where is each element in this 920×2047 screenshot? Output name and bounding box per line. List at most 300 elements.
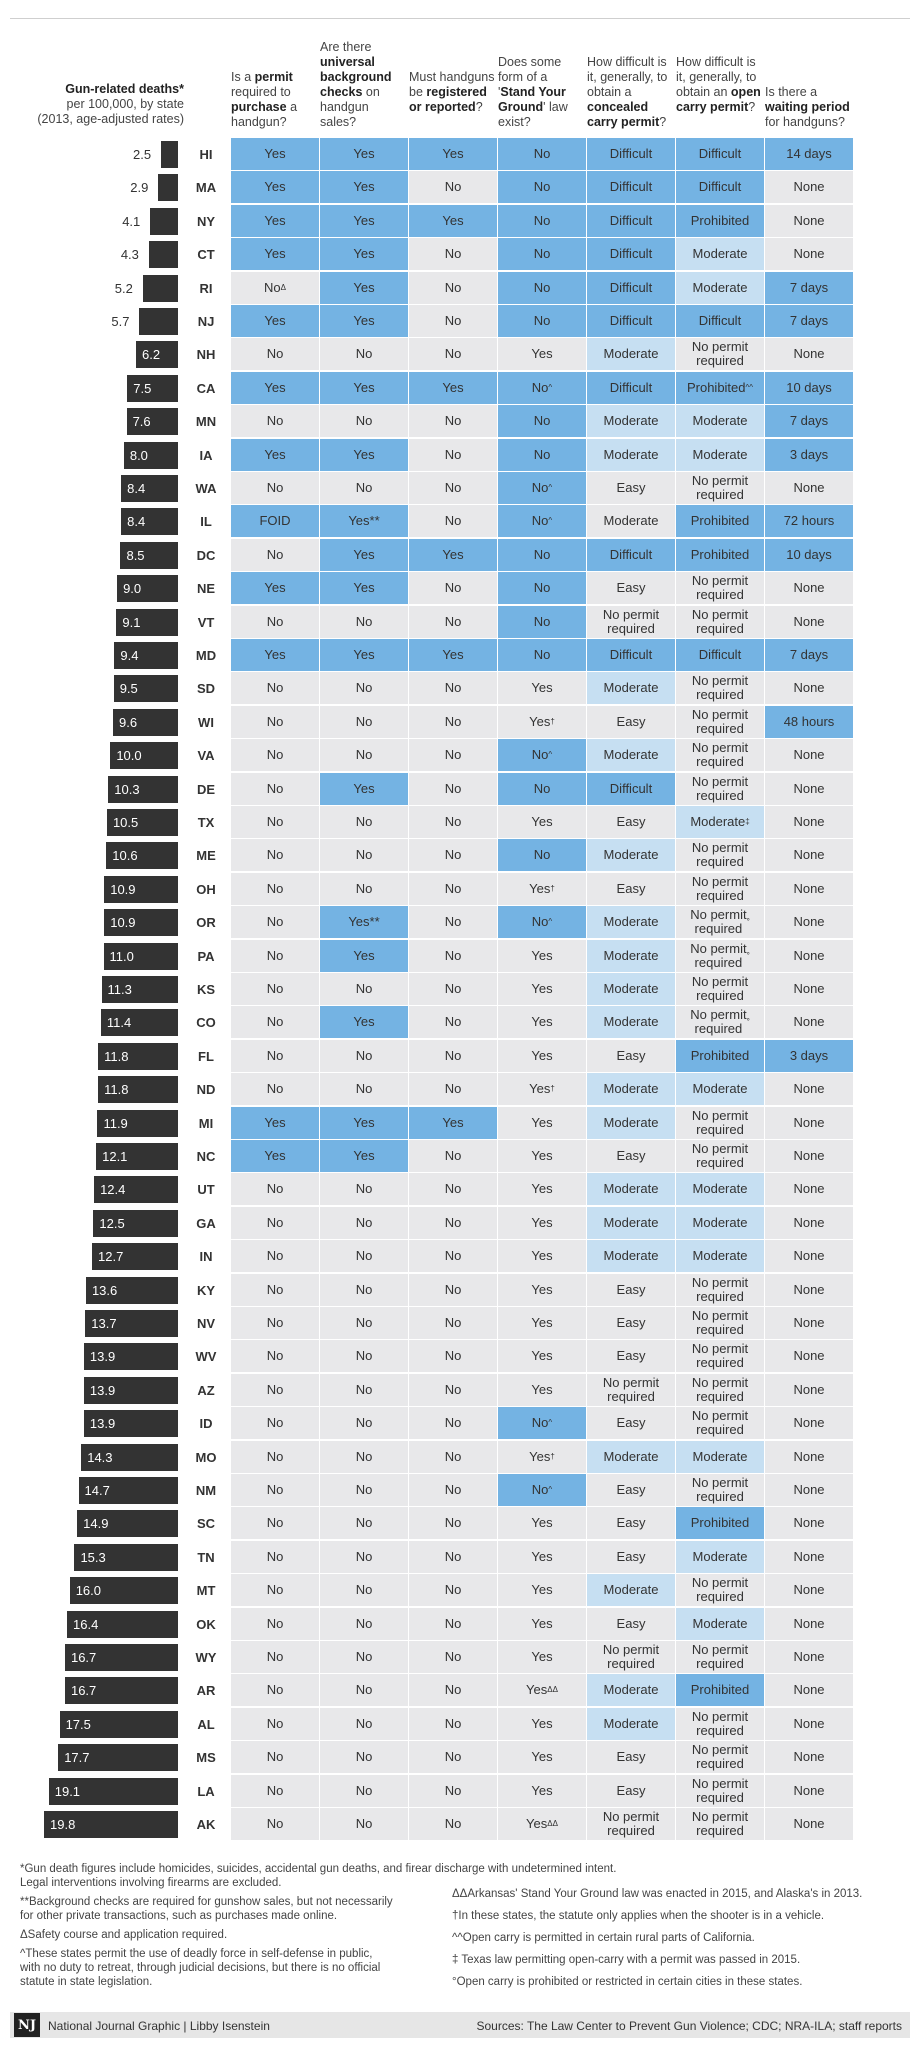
state-code: NH xyxy=(196,347,216,363)
table-cell: FOID xyxy=(231,505,319,537)
table-row xyxy=(0,706,920,739)
table-cell: No xyxy=(231,1708,319,1740)
state-code: AZ xyxy=(197,1382,215,1398)
column-header-1-mid: required to xyxy=(231,85,291,99)
table-cell: No permit required xyxy=(587,1808,675,1840)
table-cell: None xyxy=(765,1374,853,1406)
table-cell: Moderate xyxy=(587,505,675,537)
state-code: DC xyxy=(196,547,216,563)
column-header-6 xyxy=(676,55,762,115)
table-cell: No xyxy=(409,305,497,337)
table-cell: Difficult xyxy=(676,138,764,170)
table-cell: No xyxy=(320,1708,408,1740)
state-code: TX xyxy=(197,815,215,830)
table-row xyxy=(0,1708,920,1741)
table-cell: Moderate xyxy=(587,405,675,437)
table-cell: Yes xyxy=(320,305,408,337)
table-cell: Yes xyxy=(320,773,408,805)
death-rate-value: 10.5 xyxy=(112,815,139,830)
death-rate-value: 13.6 xyxy=(91,1282,118,1298)
table-cell: Yes xyxy=(498,1541,586,1573)
table-row xyxy=(0,1374,920,1407)
death-rate-value: 11.9 xyxy=(103,1115,128,1131)
table-cell: None xyxy=(765,672,853,704)
table-cell: 10 days xyxy=(765,539,853,571)
column-header-3 xyxy=(409,70,495,115)
column-header-1 xyxy=(231,70,317,130)
table-cell: No xyxy=(409,672,497,704)
table-cell: Moderate xyxy=(587,739,675,771)
table-cell: No permit required ° xyxy=(676,906,764,938)
table-cell: No xyxy=(320,1641,408,1673)
table-row xyxy=(0,1608,920,1641)
column-header-4-mid: ' law exist? xyxy=(498,100,568,129)
table-cell: No xyxy=(231,1775,319,1807)
table-cell: No xyxy=(231,1307,319,1339)
death-rate-value: 19.8 xyxy=(50,1817,76,1832)
table-cell: No xyxy=(409,1040,497,1072)
table-row xyxy=(0,1240,920,1273)
table-cell: Difficult xyxy=(587,539,675,571)
table-cell: No xyxy=(409,1708,497,1740)
table-cell: No xyxy=(498,773,586,805)
table-cell: Yes xyxy=(320,639,408,671)
table-cell: No xyxy=(231,1507,319,1539)
column-header-7-pre: Is there a xyxy=(765,85,818,99)
table-cell: Easy xyxy=(587,806,675,838)
table-cell: No xyxy=(231,1073,319,1105)
state-code: MI xyxy=(198,1115,214,1131)
death-rate-value: 12.4 xyxy=(100,1182,126,1198)
table-cell: Yes xyxy=(320,138,408,170)
table-row xyxy=(0,1808,920,1841)
state-code: DE xyxy=(196,781,216,797)
table-cell: Yes xyxy=(231,639,319,671)
table-cell: Yes xyxy=(320,238,408,270)
footnote-right: †In these states, the statute only applies when the shooter is in a vehicle. xyxy=(452,1910,825,1922)
table-cell: Yes xyxy=(409,1107,497,1139)
state-code: WA xyxy=(195,481,217,496)
table-cell: No xyxy=(409,873,497,905)
state-code: WV xyxy=(195,1349,217,1365)
table-cell: None xyxy=(765,1741,853,1773)
table-cell: Yes xyxy=(498,940,586,972)
table-cell: No xyxy=(231,1541,319,1573)
table-cell: No xyxy=(498,305,586,337)
footnote-right: ‡ Texas law permitting open-carry with a permit was passed in 2015. xyxy=(452,1954,801,1966)
table-row xyxy=(0,1173,920,1206)
table-cell: Moderate xyxy=(676,1073,764,1105)
table-cell: No xyxy=(231,1374,319,1406)
table-cell: Yes xyxy=(231,1140,319,1172)
table-cell: 3 days xyxy=(765,439,853,471)
table-row xyxy=(0,472,920,505)
column-header-2 xyxy=(320,40,406,130)
table-cell: Yes ΔΔ xyxy=(498,1674,586,1706)
table-cell: Easy xyxy=(587,1775,675,1807)
state-code: SC xyxy=(196,1516,216,1532)
table-cell: No xyxy=(409,405,497,437)
table-cell: Yes xyxy=(320,940,408,972)
table-cell: Yes xyxy=(320,439,408,471)
table-cell: No xyxy=(498,839,586,871)
state-code: TN xyxy=(197,1549,215,1565)
footnote-left: with no duty to retreat, through judicial decisions, but there is no official xyxy=(20,1962,381,1974)
column-header-4-pre: Does some form of a ' xyxy=(498,55,562,99)
table-cell: None xyxy=(765,739,853,771)
table-cell: No permit required xyxy=(676,1474,764,1506)
table-cell: Yes † xyxy=(498,873,586,905)
table-row xyxy=(0,171,920,204)
table-cell: No xyxy=(231,839,319,871)
table-cell: No xyxy=(409,1574,497,1606)
table-cell: Yes xyxy=(498,1307,586,1339)
table-cell: No xyxy=(320,1307,408,1339)
table-cell: No ^ xyxy=(498,739,586,771)
table-cell: No xyxy=(320,1674,408,1706)
table-cell: No xyxy=(498,606,586,638)
table-cell: No xyxy=(409,472,497,504)
table-cell: Moderate xyxy=(587,1006,675,1038)
table-cell: No xyxy=(409,338,497,370)
death-rate-value: 13.9 xyxy=(89,1349,116,1365)
death-rate-value: 11.3 xyxy=(107,982,132,997)
death-rate-value: 13.7 xyxy=(91,1316,117,1331)
table-cell: Yes xyxy=(498,1708,586,1740)
table-cell: Moderate xyxy=(587,1574,675,1606)
table-cell: Yes xyxy=(231,439,319,471)
table-cell: No xyxy=(409,806,497,838)
death-rate-value: 13.9 xyxy=(89,1416,116,1432)
table-cell: Yes xyxy=(498,1274,586,1306)
table-cell: No xyxy=(409,1340,497,1372)
table-cell: None xyxy=(765,1340,853,1372)
table-cell: No xyxy=(409,973,497,1005)
table-cell: Difficult xyxy=(587,171,675,203)
table-row xyxy=(0,1207,920,1240)
table-cell: No Δ xyxy=(231,272,319,304)
table-cell: No ^ xyxy=(498,1407,586,1439)
table-row xyxy=(0,940,920,973)
death-rate-value: 10.6 xyxy=(112,848,138,864)
table-cell: Yes xyxy=(320,372,408,404)
table-row xyxy=(0,272,920,305)
table-cell: None xyxy=(765,606,853,638)
table-cell: No xyxy=(231,1240,319,1272)
table-cell: Moderate xyxy=(676,1240,764,1272)
state-code: RI xyxy=(199,280,213,296)
table-cell: Yes xyxy=(320,572,408,604)
table-cell: None xyxy=(765,171,853,203)
table-cell: No xyxy=(409,1274,497,1306)
table-cell: Yes** xyxy=(320,505,408,537)
table-cell: Difficult xyxy=(676,305,764,337)
table-row xyxy=(0,1073,920,1106)
table-cell: Yes xyxy=(498,1741,586,1773)
table-cell: Moderate xyxy=(676,405,764,437)
table-cell: Yes xyxy=(498,1207,586,1239)
footnote-left: **Background checks are required for gunshow sales, but not necessarily xyxy=(20,1896,393,1908)
table-cell: No xyxy=(498,572,586,604)
table-cell: None xyxy=(765,238,853,270)
table-row xyxy=(0,639,920,672)
table-cell: Difficult xyxy=(587,205,675,237)
table-cell: No xyxy=(409,1808,497,1840)
table-cell: None xyxy=(765,1507,853,1539)
table-cell: Yes xyxy=(498,1507,586,1539)
table-cell: No xyxy=(498,138,586,170)
state-code: CO xyxy=(196,1015,216,1031)
table-row xyxy=(0,1040,920,1073)
state-code: VA xyxy=(197,748,215,764)
table-cell: No permit required ° xyxy=(676,940,764,972)
table-cell: No permit required xyxy=(676,1407,764,1439)
state-code: WI xyxy=(198,714,214,730)
table-row xyxy=(0,572,920,605)
death-rate-bar xyxy=(150,208,178,235)
table-cell: None xyxy=(765,1541,853,1573)
table-cell: Easy xyxy=(587,572,675,604)
state-code: NM xyxy=(195,1483,217,1498)
state-code: OH xyxy=(196,881,216,897)
death-rate-value: 9.5 xyxy=(119,681,138,697)
table-cell: Prohibited xyxy=(676,1507,764,1539)
table-cell: None xyxy=(765,1006,853,1038)
death-rate-value: 8.5 xyxy=(126,547,145,563)
table-cell: Yes xyxy=(409,138,497,170)
table-row xyxy=(0,973,920,1006)
table-row xyxy=(0,1474,920,1507)
table-cell: Moderate xyxy=(676,439,764,471)
table-cell: Difficult xyxy=(676,639,764,671)
state-code: IL xyxy=(200,514,212,530)
table-cell: No xyxy=(231,472,319,504)
column-header-1-bold2: purchase xyxy=(231,100,287,114)
table-cell: Yes xyxy=(498,1140,586,1172)
death-rate-bar xyxy=(158,174,178,201)
table-cell: No permit required xyxy=(676,839,764,871)
column-header-3-bold: registered or reported xyxy=(409,85,487,114)
table-cell: No xyxy=(498,539,586,571)
table-cell: 48 hours xyxy=(765,706,853,738)
death-rate-value: 8.4 xyxy=(127,481,146,496)
table-cell: Easy xyxy=(587,873,675,905)
column-header-2-mid: on handgun sales? xyxy=(320,85,380,129)
table-cell: No permit required xyxy=(676,572,764,604)
column-header-5 xyxy=(587,55,673,130)
table-row xyxy=(0,238,920,271)
state-code: NV xyxy=(196,1316,216,1331)
death-rate-value: 4.1 xyxy=(122,213,141,229)
table-cell: No xyxy=(320,1474,408,1506)
table-cell: No permit required xyxy=(676,672,764,704)
table-cell: None xyxy=(765,1641,853,1673)
table-cell: No xyxy=(231,706,319,738)
table-row xyxy=(0,839,920,872)
table-cell: No xyxy=(320,1775,408,1807)
death-rate-value: 19.1 xyxy=(54,1783,81,1799)
table-cell: No permit required xyxy=(676,1574,764,1606)
death-rate-value: 12.7 xyxy=(98,1249,124,1265)
table-row xyxy=(0,1006,920,1039)
table-cell: Yes xyxy=(409,539,497,571)
table-cell: Yes xyxy=(320,1006,408,1038)
table-cell: Yes** xyxy=(320,906,408,938)
state-code: AL xyxy=(197,1716,215,1732)
table-cell: No xyxy=(320,706,408,738)
table-cell: None xyxy=(765,205,853,237)
table-cell: No permit required xyxy=(676,1775,764,1807)
footnote-left: Legal interventions involving firearms are excluded. xyxy=(20,1877,282,1889)
state-code: NY xyxy=(196,213,216,229)
table-cell: Yes xyxy=(498,338,586,370)
table-cell: No permit required xyxy=(676,706,764,738)
table-cell: Difficult xyxy=(587,138,675,170)
state-code: FL xyxy=(198,1048,214,1064)
table-cell: No xyxy=(320,973,408,1005)
table-cell: Yes † xyxy=(498,706,586,738)
table-cell: Yes xyxy=(320,205,408,237)
table-cell: No xyxy=(320,1374,408,1406)
state-code: AK xyxy=(196,1817,216,1832)
table-cell: No permit required xyxy=(676,739,764,771)
table-cell: No xyxy=(320,472,408,504)
table-cell: Yes xyxy=(231,305,319,337)
table-cell: Easy xyxy=(587,706,675,738)
table-cell: Difficult xyxy=(587,639,675,671)
footnote-left: statute in state legislation. xyxy=(20,1976,153,1988)
death-rate-value: 11.8 xyxy=(104,1048,129,1064)
state-code: CT xyxy=(197,247,215,263)
table-cell: No ^ xyxy=(498,472,586,504)
footnote-right: ΔΔArkansas' Stand Your Ground law was enacted in 2015, and Alaska's in 2013. xyxy=(452,1888,863,1900)
table-row xyxy=(0,205,920,238)
column-header-1-post: a handgun? xyxy=(231,100,298,129)
table-cell: No xyxy=(409,439,497,471)
column-header-1-pre: Is a xyxy=(231,70,255,84)
table-cell: Moderate xyxy=(587,839,675,871)
death-rate-value: 11.8 xyxy=(104,1082,129,1098)
table-cell: No xyxy=(498,205,586,237)
table-cell: None xyxy=(765,806,853,838)
table-cell: None xyxy=(765,906,853,938)
table-cell: No xyxy=(409,1173,497,1205)
table-cell: Moderate xyxy=(587,1207,675,1239)
table-cell: None xyxy=(765,572,853,604)
table-cell: No ^ xyxy=(498,372,586,404)
table-cell: No xyxy=(320,672,408,704)
state-code: ME xyxy=(196,848,216,864)
table-cell: No xyxy=(409,839,497,871)
death-rate-value: 13.9 xyxy=(89,1382,116,1398)
death-rate-value: 6.2 xyxy=(142,347,161,363)
table-cell: No xyxy=(231,1207,319,1239)
table-cell: Yes xyxy=(498,1775,586,1807)
table-cell: Yes xyxy=(320,1107,408,1139)
table-cell: No xyxy=(231,873,319,905)
table-cell: No permit required xyxy=(676,1708,764,1740)
table-cell: No xyxy=(231,405,319,437)
table-cell: No xyxy=(231,1474,319,1506)
table-cell: 72 hours xyxy=(765,505,853,537)
table-cell: Moderate xyxy=(587,1441,675,1473)
table-cell: No xyxy=(231,1340,319,1372)
table-cell: 7 days xyxy=(765,639,853,671)
table-cell: No xyxy=(409,706,497,738)
table-cell: None xyxy=(765,1441,853,1473)
state-code: MS xyxy=(196,1750,216,1766)
table-cell: No xyxy=(231,1407,319,1439)
death-rate-value: 16.7 xyxy=(70,1650,97,1665)
table-cell: Prohibited xyxy=(676,205,764,237)
death-rate-value: 12.1 xyxy=(102,1149,128,1164)
credit-line: National Journal Graphic | Libby Isenstein xyxy=(48,2019,270,2033)
death-rate-value: 7.5 xyxy=(133,380,152,396)
table-cell: Yes xyxy=(498,1240,586,1272)
column-header-6-bold: open carry permit xyxy=(676,85,761,114)
table-cell: No xyxy=(409,1608,497,1640)
death-rate-value: 5.2 xyxy=(114,280,133,296)
table-cell: Prohibited xyxy=(676,505,764,537)
table-row xyxy=(0,1541,920,1574)
table-row xyxy=(0,906,920,939)
table-cell: Difficult xyxy=(587,238,675,270)
table-cell: No permit required xyxy=(676,1374,764,1406)
table-cell: Yes xyxy=(498,1173,586,1205)
death-rate-value: 4.3 xyxy=(120,247,139,263)
table-row xyxy=(0,606,920,639)
state-code: PA xyxy=(197,948,215,964)
table-cell: No permit required xyxy=(676,1808,764,1840)
value-header-sub1: per 100,000, by state xyxy=(66,97,184,111)
table-cell: Yes xyxy=(498,806,586,838)
nj-logo: NJ xyxy=(14,2013,40,2037)
value-header-sub2: (2013, age-adjusted rates) xyxy=(37,112,184,126)
table-cell: Difficult xyxy=(676,171,764,203)
death-rate-value: 10.0 xyxy=(116,748,142,764)
table-cell: No xyxy=(409,1507,497,1539)
footnote-left: ΔSafety course and application required. xyxy=(20,1929,228,1941)
column-header-1-bold: permit xyxy=(254,70,293,84)
state-code: SD xyxy=(196,681,216,697)
death-rate-value: 2.5 xyxy=(133,147,152,162)
table-row xyxy=(0,1775,920,1808)
table-row xyxy=(0,1674,920,1707)
table-cell: Easy xyxy=(587,1608,675,1640)
table-cell: No xyxy=(320,338,408,370)
table-cell: Easy xyxy=(587,1741,675,1773)
table-cell: 7 days xyxy=(765,272,853,304)
table-cell: Yes xyxy=(498,1340,586,1372)
table-cell: 7 days xyxy=(765,305,853,337)
column-header-5-bold: concealed carry permit xyxy=(587,100,660,129)
death-rate-value: 10.3 xyxy=(114,781,140,797)
table-cell: No xyxy=(409,1140,497,1172)
table-cell: No xyxy=(231,1741,319,1773)
table-cell: None xyxy=(765,1140,853,1172)
state-code: CA xyxy=(196,380,216,396)
table-cell: No xyxy=(409,739,497,771)
footnote-left: for other private transactions, such as purchases made online. xyxy=(20,1910,338,1922)
table-cell: Yes xyxy=(498,973,586,1005)
state-code: NJ xyxy=(197,314,215,329)
table-row xyxy=(0,1741,920,1774)
table-cell: None xyxy=(765,1808,853,1840)
state-code: VT xyxy=(197,614,215,630)
footnote-left: ^These states permit the use of deadly force in self-defense in public, xyxy=(20,1948,373,1960)
table-cell: No xyxy=(320,1340,408,1372)
table-cell: No xyxy=(409,1775,497,1807)
